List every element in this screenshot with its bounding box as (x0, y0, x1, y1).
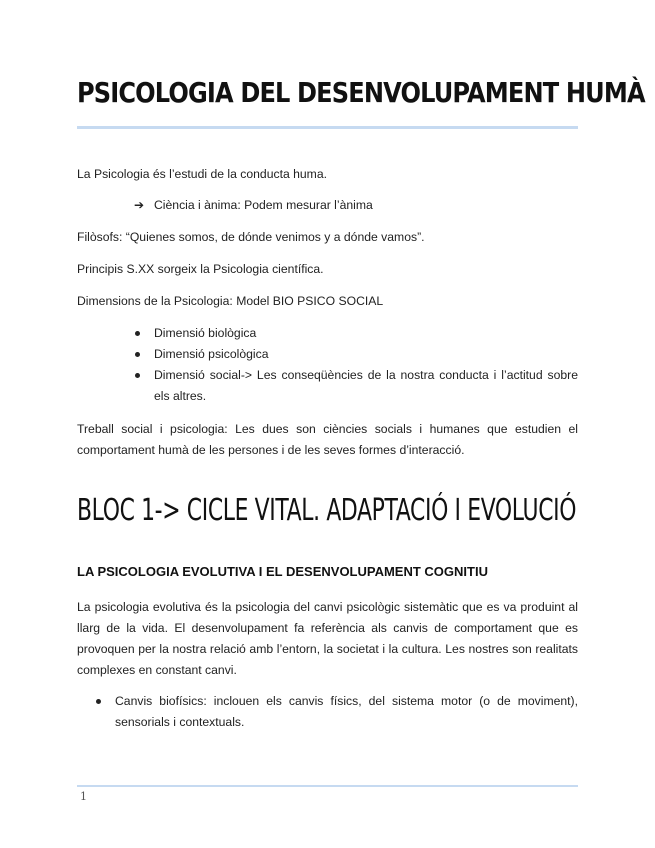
section-heading: LA PSICOLOGIA EVOLUTIVA I EL DESENVOLUPAMENT COGNITIU (77, 564, 488, 579)
principis-paragraph: Principis S.XX sorgeix la Psicologia científica. (77, 262, 324, 276)
philosophers-paragraph: Filòsofs: “Quienes somos, de dónde venimos y a dónde vamos”. (77, 230, 425, 244)
bloc-heading: BLOC 1-> CICLE VITAL. ADAPTACIÓ I EVOLUCIÓ (77, 493, 577, 528)
document-title: PSICOLOGIA DEL DESENVOLUPAMENT HUMÀ (77, 76, 645, 109)
list-item: Dimensió biològica (154, 323, 578, 344)
list-item: Canvis biofísics: inclouen els canvis físics, del sistema motor (o de moviment), sensorials i contextuals. (115, 691, 578, 733)
dimensions-list (154, 323, 578, 407)
list-item: Dimensió social-> Les conseqüències de la nostra conducta i l’actitud sobre els altres. (154, 365, 578, 407)
arrow-item-text: Ciència i ànima: Podem mesurar l’ànima (154, 198, 373, 212)
intro-paragraph: La Psicologia és l’estudi de la conducta huma. (77, 167, 327, 181)
footer-divider (77, 785, 578, 787)
bullet-icon (135, 373, 140, 378)
arrow-list-item (134, 195, 373, 216)
dimensions-intro: Dimensions de la Psicologia: Model BIO PSICO SOCIAL (77, 294, 384, 308)
bullet-icon (135, 331, 140, 336)
section-bullet-list (115, 691, 578, 733)
title-divider (77, 126, 578, 129)
bullet-icon (135, 352, 140, 357)
arrow-right-icon: ➔ (134, 198, 145, 212)
bullet-icon (96, 699, 101, 704)
list-item: Dimensió psicològica (154, 344, 578, 365)
section-paragraph: La psicologia evolutiva és la psicologia del canvi psicològic sistemàtic que es va produint al llarg de la vida. El desenvolupament fa referència als canvis de comportament que es provoquen per la nostra relació amb l’entorn, la societat i la cultura. Les nostres son realitats complexes en constant canvi. (77, 600, 578, 677)
page-number: 1 (80, 790, 87, 803)
treball-social-paragraph: Treball social i psicologia: Les dues son ciències socials i humanes que estudien el comportament humà de les persones i de les seves formes d’interacció. (77, 422, 578, 457)
